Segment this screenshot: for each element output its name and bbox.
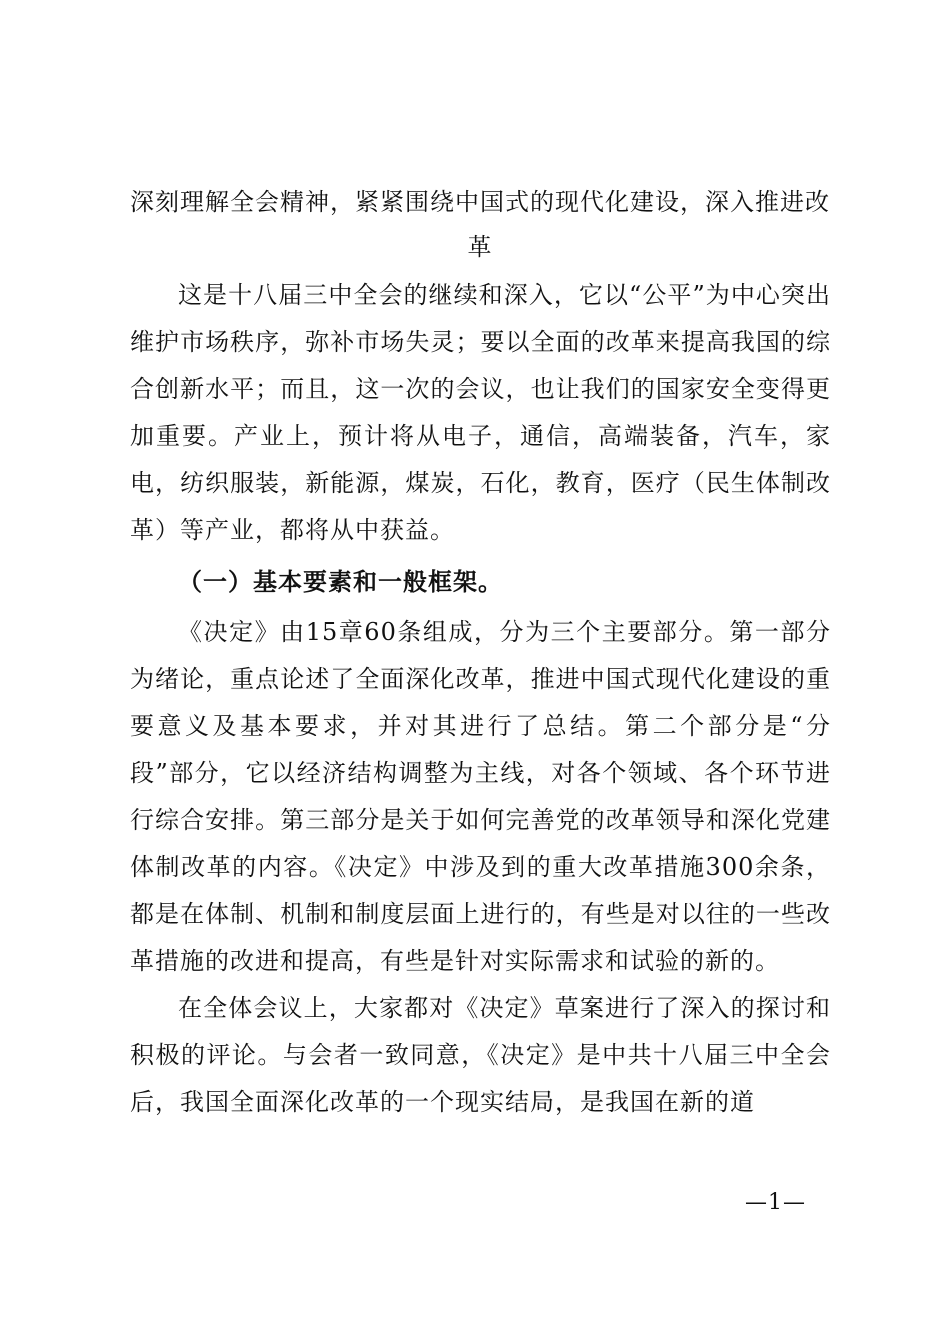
page-number: —1— xyxy=(745,1190,806,1215)
document-body xyxy=(130,272,831,1126)
section-paragraph-2: 在全体会议上，大家都对《决定》草案进行了深入的探讨和积极的评论。与会者一致同意，《决定》是中共十八届三中全会后，我国全面深化改革的一个现实结局，是我国在新的道 xyxy=(130,994,831,1116)
intro-paragraph: 这是十八届三中全会的继续和深入，它以“公平”为中心突出维护市场秩序，弥补市场失灵；要以全面的改革来提高我国的综合创新水平；而且，这一次的会议，也让我们的国家安全变得更加重要。产业上，预计将从电子，通信，高端装备，汽车，家电，纺织服装，新能源，煤炭，石化，教育，医疗（民生体制改革）等产业，都将从中获益。 xyxy=(130,281,831,544)
document-title: 深刻理解全会精神，紧紧围绕中国式的现代化建设，深入推进改革 xyxy=(130,188,830,261)
section-heading: （一）基本要素和一般框架。 xyxy=(178,567,503,596)
section-paragraph-1: 《决定》由15章60条组成，分为三个主要部分。第一部分为绪论，重点论述了全面深化改革，推进中国式现代化建设的重要意义及基本要求，并对其进行了总结。第二个部分是“分段”部分，它以经济结构调整为主线，对各个领域、各个环节进行综合安排。第三部分是关于如何完善党的改革领导和深化党建体制改革的内容。《决定》中涉及到的重大改革措施300余条，都是在体制、机制和制度层面上进行的，有些是对以往的一些改革措施的改进和提高，有些是针对实际需求和试验的新的。 xyxy=(130,618,831,975)
